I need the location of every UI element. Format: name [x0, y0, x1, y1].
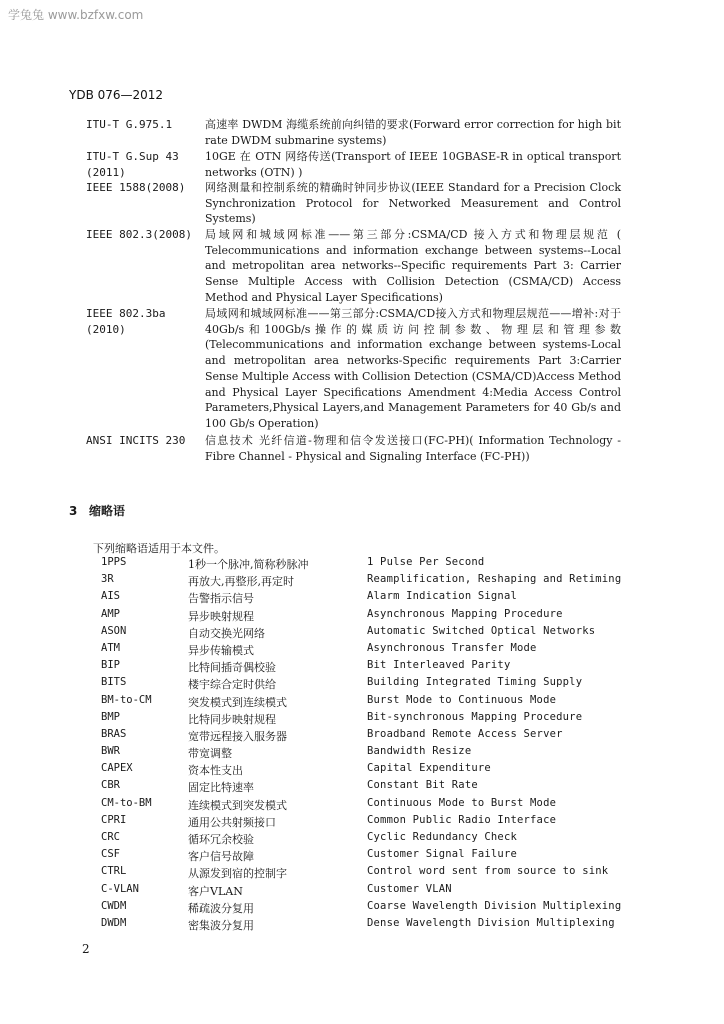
abbreviation-row	[0, 659, 724, 676]
english-term: Customer VLAN	[367, 882, 452, 895]
abbreviation: 3R	[101, 573, 114, 586]
chinese-term: 异步映射规程	[188, 609, 254, 623]
abbreviation: BRAS	[101, 727, 127, 740]
chinese-term: 固定比特速率	[188, 781, 254, 795]
section-number: 3	[69, 504, 78, 518]
english-term: Dense Wavelength Division Multiplexing	[367, 916, 615, 929]
abbreviation: CBR	[101, 779, 120, 792]
abbreviation-row	[0, 848, 724, 865]
reference-code	[86, 180, 201, 196]
reference-code	[86, 433, 201, 449]
chinese-term: 通用公共射频接口	[188, 815, 276, 829]
abbreviation: CSF	[101, 848, 120, 861]
chinese-term: 宽带远程接入服务器	[188, 729, 287, 743]
english-term: Continuous Mode to Burst Mode	[367, 796, 557, 809]
english-term: Burst Mode to Continuous Mode	[367, 693, 557, 706]
chinese-term: 再放大,再整形,再定时	[188, 575, 294, 589]
reference-description: 信息技术 光纤信道-物理和信令发送接口(FC-PH)( Information Technology - Fibre Channel - Physical and Signaling Interface (FC-PH))	[205, 434, 621, 463]
chinese-term: 带宽调整	[188, 747, 232, 761]
english-term: Reamplification, Reshaping and Retiming	[367, 573, 622, 586]
english-term: Cyclic Redundancy Check	[367, 831, 517, 843]
chinese-term: 异步传输模式	[188, 643, 254, 657]
chinese-term: 循环冗余校验	[188, 833, 254, 846]
abbreviation: CTRL	[101, 865, 127, 878]
abbreviation-row	[0, 779, 724, 796]
english-term: Coarse Wavelength Division Multiplexing	[367, 899, 622, 912]
abbreviation-list	[0, 556, 724, 934]
abbreviation: BWR	[101, 745, 120, 758]
abbreviation-row	[0, 762, 724, 779]
abbreviation-row	[0, 590, 724, 607]
abbreviation-row	[0, 728, 724, 745]
abbreviation-row	[0, 711, 724, 728]
section-title: 缩略语	[89, 504, 126, 518]
chinese-term: 客户信号故障	[188, 850, 254, 864]
abbreviation: CPRI	[101, 813, 127, 826]
standard-number-header: YDB 076—2012	[69, 88, 164, 102]
english-term: Constant Bit Rate	[367, 779, 478, 792]
abbreviation-row	[0, 642, 724, 659]
english-term: Automatic Switched Optical Networks	[367, 624, 596, 637]
abbreviation-row	[0, 865, 724, 882]
english-term: Bit Interleaved Parity	[367, 659, 511, 672]
reference-code-line: (2010)	[86, 322, 126, 336]
chinese-term: 资本性支出	[188, 764, 243, 778]
intro-text: 下列缩略语适用于本文件。	[93, 542, 225, 555]
abbreviation-row	[0, 883, 724, 900]
abbreviation: AIS	[101, 590, 120, 603]
english-term: Common Public Radio Interface	[367, 813, 557, 826]
abbreviation-row	[0, 556, 724, 573]
english-term: Bit-synchronous Mapping Procedure	[367, 710, 583, 723]
abbreviation: BIP	[101, 659, 120, 672]
abbreviation-row	[0, 694, 724, 711]
abbreviation-row	[0, 608, 724, 625]
abbreviation-row	[0, 573, 724, 590]
abbreviation-row	[0, 831, 724, 848]
abbreviation: BITS	[101, 676, 127, 689]
watermark: 学兔兔 www.bzfxw.com	[8, 8, 144, 22]
abbreviation: BMP	[101, 710, 120, 723]
abbreviation-row	[0, 917, 724, 934]
reference-code-line: ITU-T G.975.1	[86, 118, 173, 131]
reference-code-line: IEEE 1588(2008)	[86, 181, 186, 194]
english-term: Asynchronous Mapping Procedure	[367, 607, 563, 620]
reference-code-line: IEEE 802.3ba	[86, 307, 166, 320]
english-term: Bandwidth Resize	[367, 745, 472, 758]
chinese-term: 从源发到宿的控制字	[188, 867, 287, 881]
abbreviation-row	[0, 745, 724, 762]
reference-description: 局域网和城域网标准——第三部分:CSMA/CD接入方式和物理层规范——增补:对于40Gb/s和100Gb/s操作的媒质访问控制参数、物理层和管理参数(Telecommunications and information exchange between systems-Local and metropolitan area networks-Specific requirements Part 3:Carrier Sense Multiple Access with Collision Detection (CSMA/CD)Access Method and Physical Layer Specifications Amendment 4:Media Access Control Parameters,Physical Layers,and Management Parameters for 40 Gb/s and 100 Gb/s Operation)	[205, 307, 621, 430]
abbreviation: ATM	[101, 641, 120, 654]
abbreviation: ASON	[101, 624, 127, 637]
abbreviation-row	[0, 625, 724, 642]
abbreviation-row	[0, 797, 724, 814]
english-term: Control word sent from source to sink	[367, 865, 609, 878]
abbreviation: BM-to-CM	[101, 693, 152, 706]
chinese-term: 自动交换光网络	[188, 626, 265, 640]
english-term: Capital Expenditure	[367, 762, 491, 775]
chinese-term: 连续模式到突发模式	[188, 798, 287, 812]
reference-description: 网络测量和控制系统的精确时钟同步协议(IEEE Standard for a Precision Clock Synchronization Protocol for Networked Measurement and Control Systems)	[205, 181, 621, 226]
abbreviation: CWDM	[101, 899, 127, 912]
page-number: 2	[82, 942, 90, 956]
reference-code	[86, 149, 201, 180]
chinese-term: 突发模式到连续模式	[188, 695, 287, 709]
english-term: 1 Pulse Per Second	[367, 556, 485, 568]
reference-code	[86, 306, 201, 337]
reference-code-line: ITU-T G.Sup 43	[86, 150, 179, 163]
english-term: Customer Signal Failure	[367, 848, 517, 861]
reference-code-line: (2011)	[86, 165, 126, 179]
abbreviation: DWDM	[101, 916, 127, 929]
abbreviation: CM-to-BM	[101, 796, 152, 809]
english-term: Alarm Indication Signal	[367, 590, 517, 603]
abbreviation-row	[0, 676, 724, 693]
abbreviation-row	[0, 814, 724, 831]
abbreviation: C-VLAN	[101, 882, 139, 895]
abbreviation: CRC	[101, 831, 120, 843]
chinese-term: 告警指示信号	[188, 592, 254, 606]
chinese-term: 比特间插奇偶校验	[188, 661, 276, 675]
reference-code	[86, 227, 201, 243]
chinese-term: 客户VLAN	[188, 884, 243, 898]
reference-description: 局域网和城域网标准——第三部分:CSMA/CD 接入方式和物理层规范 ( Telecommunications and information exchange between systems--Local and metropolitan area networks--Specific requirements Part 3: Carrier Sense Multiple Access with Collision Detection (CSMA/CD) Access Method and Physical Layer Specifications)	[205, 228, 621, 304]
reference-code-line: ANSI INCITS 230	[86, 434, 186, 447]
chinese-term: 1秒一个脉冲,简称秒脉冲	[188, 558, 309, 571]
reference-description: 10GE 在 OTN 网络传送(Transport of IEEE 10GBASE-R in optical transport networks (OTN) )	[205, 150, 621, 179]
chinese-term: 比特同步映射规程	[188, 712, 276, 726]
english-term: Building Integrated Timing Supply	[367, 676, 583, 689]
abbreviation: 1PPS	[101, 556, 127, 568]
abbreviation: AMP	[101, 607, 120, 620]
chinese-term: 密集波分复用	[188, 918, 254, 932]
english-term: Broadband Remote Access Server	[367, 727, 563, 740]
english-term: Asynchronous Transfer Mode	[367, 641, 537, 654]
section-heading	[69, 502, 125, 519]
reference-description: 高速率 DWDM 海缆系统前向纠错的要求(Forward error correction for high bit rate DWDM submarine systems)	[205, 118, 621, 147]
reference-code	[86, 117, 201, 133]
reference-code-line: IEEE 802.3(2008)	[86, 228, 192, 241]
chinese-term: 楼宇综合定时供给	[188, 678, 276, 692]
abbreviation-row	[0, 900, 724, 917]
abbreviation: CAPEX	[101, 762, 133, 775]
chinese-term: 稀疏波分复用	[188, 901, 254, 915]
